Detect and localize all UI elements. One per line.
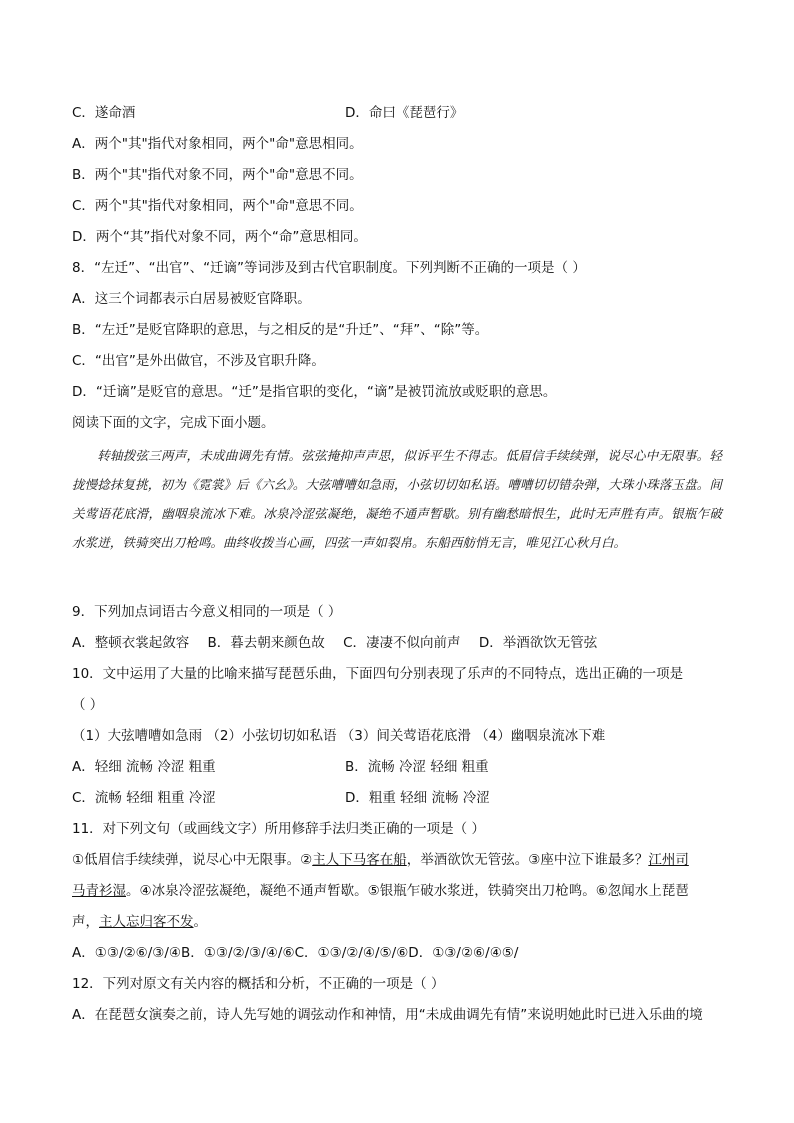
q11-options[interactable]: A．①③/②⑥/③/④B．①③/②/③/④/⑥C．①③/②/④/⑤/⑥D．①③/②⑥/④⑤/ [72, 945, 519, 961]
q10-option-c[interactable]: C．流畅 轻细 粗重 冷涩 [72, 790, 216, 806]
q7-option-a[interactable]: A．两个"其"指代对象相同，两个"命"意思相同。 [72, 136, 363, 152]
q12-stem: 12．下列对原文有关内容的概括和分析，不正确的一项是（ ） [72, 976, 445, 992]
q8-option-c[interactable]: C．“出官”是外出做官，不涉及官职升降。 [72, 353, 325, 369]
q8-stem: 8．“左迁”、“出官”、“迁谪”等词涉及到古代官职制度。下列判断不正确的一项是（ ） [72, 260, 586, 276]
q10-stem: 10．文中运用了大量的比喻来描写琵琶乐曲，下面四句分别表现了乐声的不同特点，选出正确的一项是 [72, 666, 684, 682]
q10-option-b[interactable]: B．流畅 冷涩 轻细 粗重 [345, 759, 489, 775]
reading-instruction: 阅读下面的文字，完成下面小题。 [72, 415, 275, 431]
q11-sentences-line1 [72, 851, 689, 869]
q7-word-d: D．命曰《琵琶行》 [345, 105, 464, 121]
q11-underlined-text: 主人下马客在船 [312, 852, 407, 868]
q11-text: ①低眉信手续续弹，说尽心中无限事。② [72, 852, 313, 868]
q7-option-d[interactable]: D．两个“其”指代对象不同，两个“命”意思相同。 [72, 229, 367, 245]
q11-underlined-text: 主人忘归客不发 [99, 914, 194, 930]
q9-options [72, 634, 597, 652]
q7-option-row-cd [72, 104, 464, 122]
q9-option-b[interactable]: B．暮去朝来颜色故 [207, 635, 325, 651]
q9-option-d[interactable]: D．举酒欲饮无管弦 [478, 635, 598, 651]
q11-sentences-line3 [72, 913, 207, 931]
q10-items: （1）大弦嘈嘈如急雨 （2）小弦切切如私语 （3）间关莺语花底滑 （4）幽咽泉流冰下难 [72, 728, 606, 744]
q7-option-b[interactable]: B．两个"其"指代对象不同，两个"命"意思不同。 [72, 167, 363, 183]
q7-option-c[interactable]: C．两个"其"指代对象相同，两个"命"意思不同。 [72, 198, 363, 214]
q12-option-a[interactable]: A．在琵琶女演奏之前，诗人先写她的调弦动作和神情，用“未成曲调先有情”来说明她此时已进入乐曲的境 [72, 1007, 703, 1023]
q9-option-c[interactable]: C．凄凄不似向前声 [343, 635, 461, 651]
q11-stem: 11．对下列文句（或画线文字）所用修辞手法归类正确的一项是（ ） [72, 821, 485, 837]
q11-text: 声， [72, 914, 99, 930]
pipa-passage [72, 441, 722, 557]
q9-option-a[interactable]: A．整顿衣裳起敛容 [72, 635, 190, 651]
q10-option-a[interactable]: A．轻细 流畅 冷涩 粗重 [72, 759, 216, 775]
q8-option-b[interactable]: B．“左迁”是贬官降职的意思，与之相反的是“升迁”、“拜”、“除”等。 [72, 322, 489, 338]
q7-word-c: C．遂命酒 [72, 105, 136, 121]
q11-text: 。④冰泉冷涩弦凝绝，凝绝不通声暂歇。⑤银瓶乍破水浆迸，铁骑突出刀枪鸣。⑥忽闻水上琵琶 [126, 883, 689, 899]
q11-underlined-text: 马青衫湿 [72, 883, 126, 899]
q9-stem: 9．下列加点词语古今意义相同的一项是（ ） [72, 604, 342, 620]
q10-option-d[interactable]: D．粗重 轻细 流畅 冷涩 [345, 790, 490, 806]
q8-option-d[interactable]: D．“迁谪”是贬官的意思。“迁”是指官职的变化，“谪”是被罚流放或贬职的意思。 [72, 384, 557, 400]
q11-underlined-text: 江州司 [648, 852, 689, 868]
q11-sentences-line2 [72, 882, 689, 900]
q10-stem-bracket: （ ） [72, 697, 104, 713]
q8-option-a[interactable]: A．这三个词都表示白居易被贬官降职。 [72, 291, 311, 307]
q10-option-row-cd [72, 789, 490, 807]
q10-option-row-ab [72, 758, 489, 776]
q11-text: ，举酒欲饮无管弦。③座中泣下谁最多？ [406, 852, 649, 868]
q11-text: 。 [193, 914, 207, 930]
passage-text: 转轴拨弦三两声，未成曲调先有情。弦弦掩抑声声思，似诉平生不得志。低眉信手续续弹，说尽心中无限事。轻拢慢捻抹复挑，初为《霓裳》后《六幺》。大弦嘈嘈如急雨，小弦切切如私语。嘈嘈切切错杂弹，大珠小珠落玉盘。间关莺语花底滑，幽咽泉流冰下难。冰泉冷涩弦凝绝，凝绝不通声暂歇。别有幽愁暗恨生，此时无声胜有声。银瓶乍破水浆迸，铁骑突出刀枪鸣。曲终收拨当心画，四弦一声如裂帛。东船西舫悄无言，唯见江心秋月白。 [72, 448, 722, 550]
